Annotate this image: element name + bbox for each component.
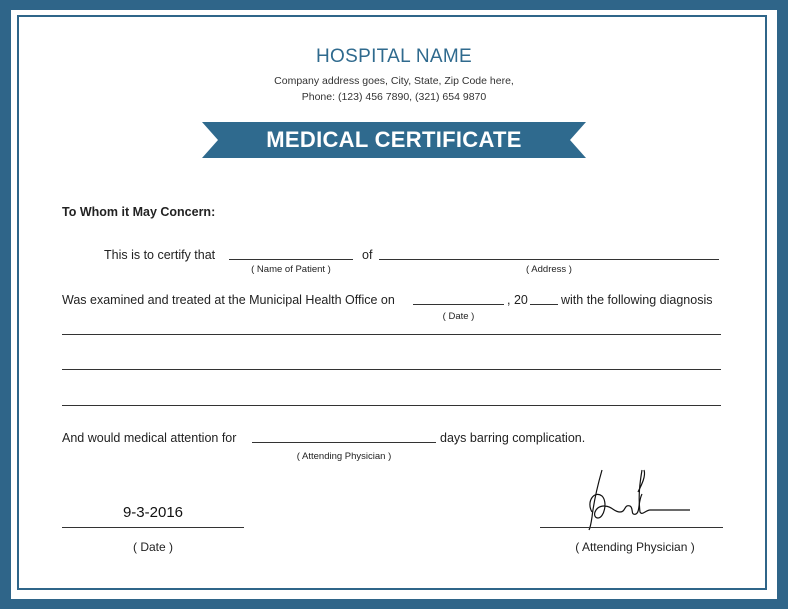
hospital-address: Company address goes, City, State, Zip Code here,	[274, 75, 514, 87]
address-line[interactable]	[379, 259, 719, 260]
diagnosis-line-3[interactable]	[62, 405, 721, 406]
of-text: of	[362, 248, 373, 262]
exam-date-line[interactable]	[413, 304, 504, 305]
year-line[interactable]	[530, 304, 558, 305]
patient-name-caption: ( Name of Patient )	[251, 264, 331, 275]
attention-text: And would medical attention for	[62, 431, 237, 445]
hospital-name: HOSPITAL NAME	[316, 46, 472, 67]
physician-signature	[580, 462, 695, 532]
physician-signature-line[interactable]	[540, 527, 723, 528]
diagnosis-line-1[interactable]	[62, 334, 721, 335]
attending-physician-caption: ( Attending Physician )	[296, 451, 392, 462]
certificate-title: MEDICAL CERTIFICATE	[266, 127, 522, 152]
attending-physician-line[interactable]	[252, 442, 436, 443]
physician-caption: ( Attending Physician )	[575, 540, 695, 554]
year-prefix: , 20	[507, 293, 528, 307]
address-caption: ( Address )	[526, 264, 572, 275]
date-signature-line[interactable]	[62, 527, 244, 528]
signed-date: 9-3-2016	[122, 504, 184, 521]
hospital-phone: Phone: (123) 456 7890, (321) 654 9870	[301, 91, 487, 103]
certify-text: This is to certify that	[104, 248, 216, 262]
patient-name-line[interactable]	[229, 259, 353, 260]
complication-text: days barring complication.	[440, 431, 586, 445]
diagnosis-text: with the following diagnosis	[561, 293, 713, 307]
salutation: To Whom it May Concern:	[62, 205, 216, 219]
examined-text: Was examined and treated at the Municipal Health Office on	[62, 293, 395, 307]
date-caption: ( Date )	[132, 540, 173, 554]
diagnosis-line-2[interactable]	[62, 369, 721, 370]
exam-date-caption: ( Date )	[442, 311, 475, 322]
